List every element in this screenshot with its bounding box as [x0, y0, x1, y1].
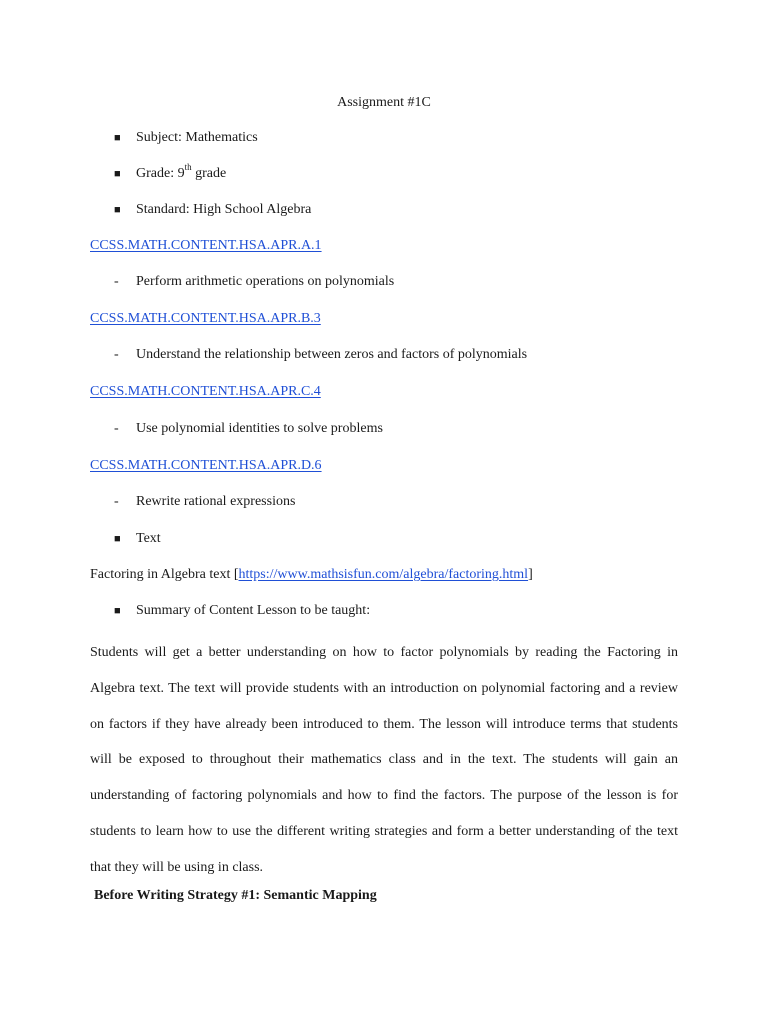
text-source-link[interactable]: https://www.mathsisfun.com/algebra/factoring.html	[238, 567, 529, 582]
standard-item: Standard: High School Algebra	[136, 202, 312, 217]
standard-link-b3[interactable]: CCSS.MATH.CONTENT.HSA.APR.B.3	[90, 311, 321, 326]
dash-marker: -	[114, 494, 119, 509]
bullet-marker: ■	[114, 168, 121, 180]
grade-suffix: grade	[191, 166, 227, 181]
text-item: Text	[136, 531, 161, 546]
standard-description-b3: Understand the relationship between zeros and factors of polynomials	[136, 347, 528, 362]
bullet-marker: ■	[114, 204, 121, 216]
grade-prefix: Grade: 9	[136, 166, 185, 181]
bullet-marker: ■	[114, 605, 121, 617]
dash-marker: -	[114, 421, 119, 436]
summary-item: Summary of Content Lesson to be taught:	[136, 603, 371, 618]
text-source	[90, 566, 533, 584]
standard-description-c4: Use polynomial identities to solve problems	[136, 421, 383, 436]
bullet-marker: ■	[114, 533, 121, 545]
grade-superscript: th	[184, 162, 192, 173]
dash-marker: -	[114, 347, 119, 362]
subject-item: Subject: Mathematics	[136, 130, 258, 145]
grade-item	[136, 162, 227, 183]
standard-description-d6: Rewrite rational expressions	[136, 494, 296, 509]
text-source-label: Factoring in Algebra text [	[90, 567, 239, 582]
standard-link-a1[interactable]: CCSS.MATH.CONTENT.HSA.APR.A.1	[90, 238, 322, 253]
dash-marker: -	[114, 274, 119, 289]
standard-link-d6[interactable]: CCSS.MATH.CONTENT.HSA.APR.D.6	[90, 458, 322, 473]
standard-link-c4[interactable]: CCSS.MATH.CONTENT.HSA.APR.C.4	[90, 384, 321, 399]
text-source-close: ]	[528, 567, 533, 582]
summary-paragraph: Students will get a better understanding on how to factor polynomials by reading the Factoring in Algebra text. The text will provide students with an introduction on polynomial factoring and a review on factors if they have already been introduced to them. The lesson will introduce terms that students will be exposed to throughout their mathematics class and in the text. The students will gain an understanding of factoring polynomials and how to find the factors. The purpose of the lesson is for students to learn how to use the different writing strategies and form a better understanding of the text that they will be using in class.	[90, 645, 678, 875]
bullet-marker: ■	[114, 132, 121, 144]
document-title: Assignment #1C	[337, 95, 431, 110]
standard-description-a1: Perform arithmetic operations on polynomials	[136, 274, 395, 289]
section-heading: Before Writing Strategy #1: Semantic Mapping	[94, 888, 377, 903]
